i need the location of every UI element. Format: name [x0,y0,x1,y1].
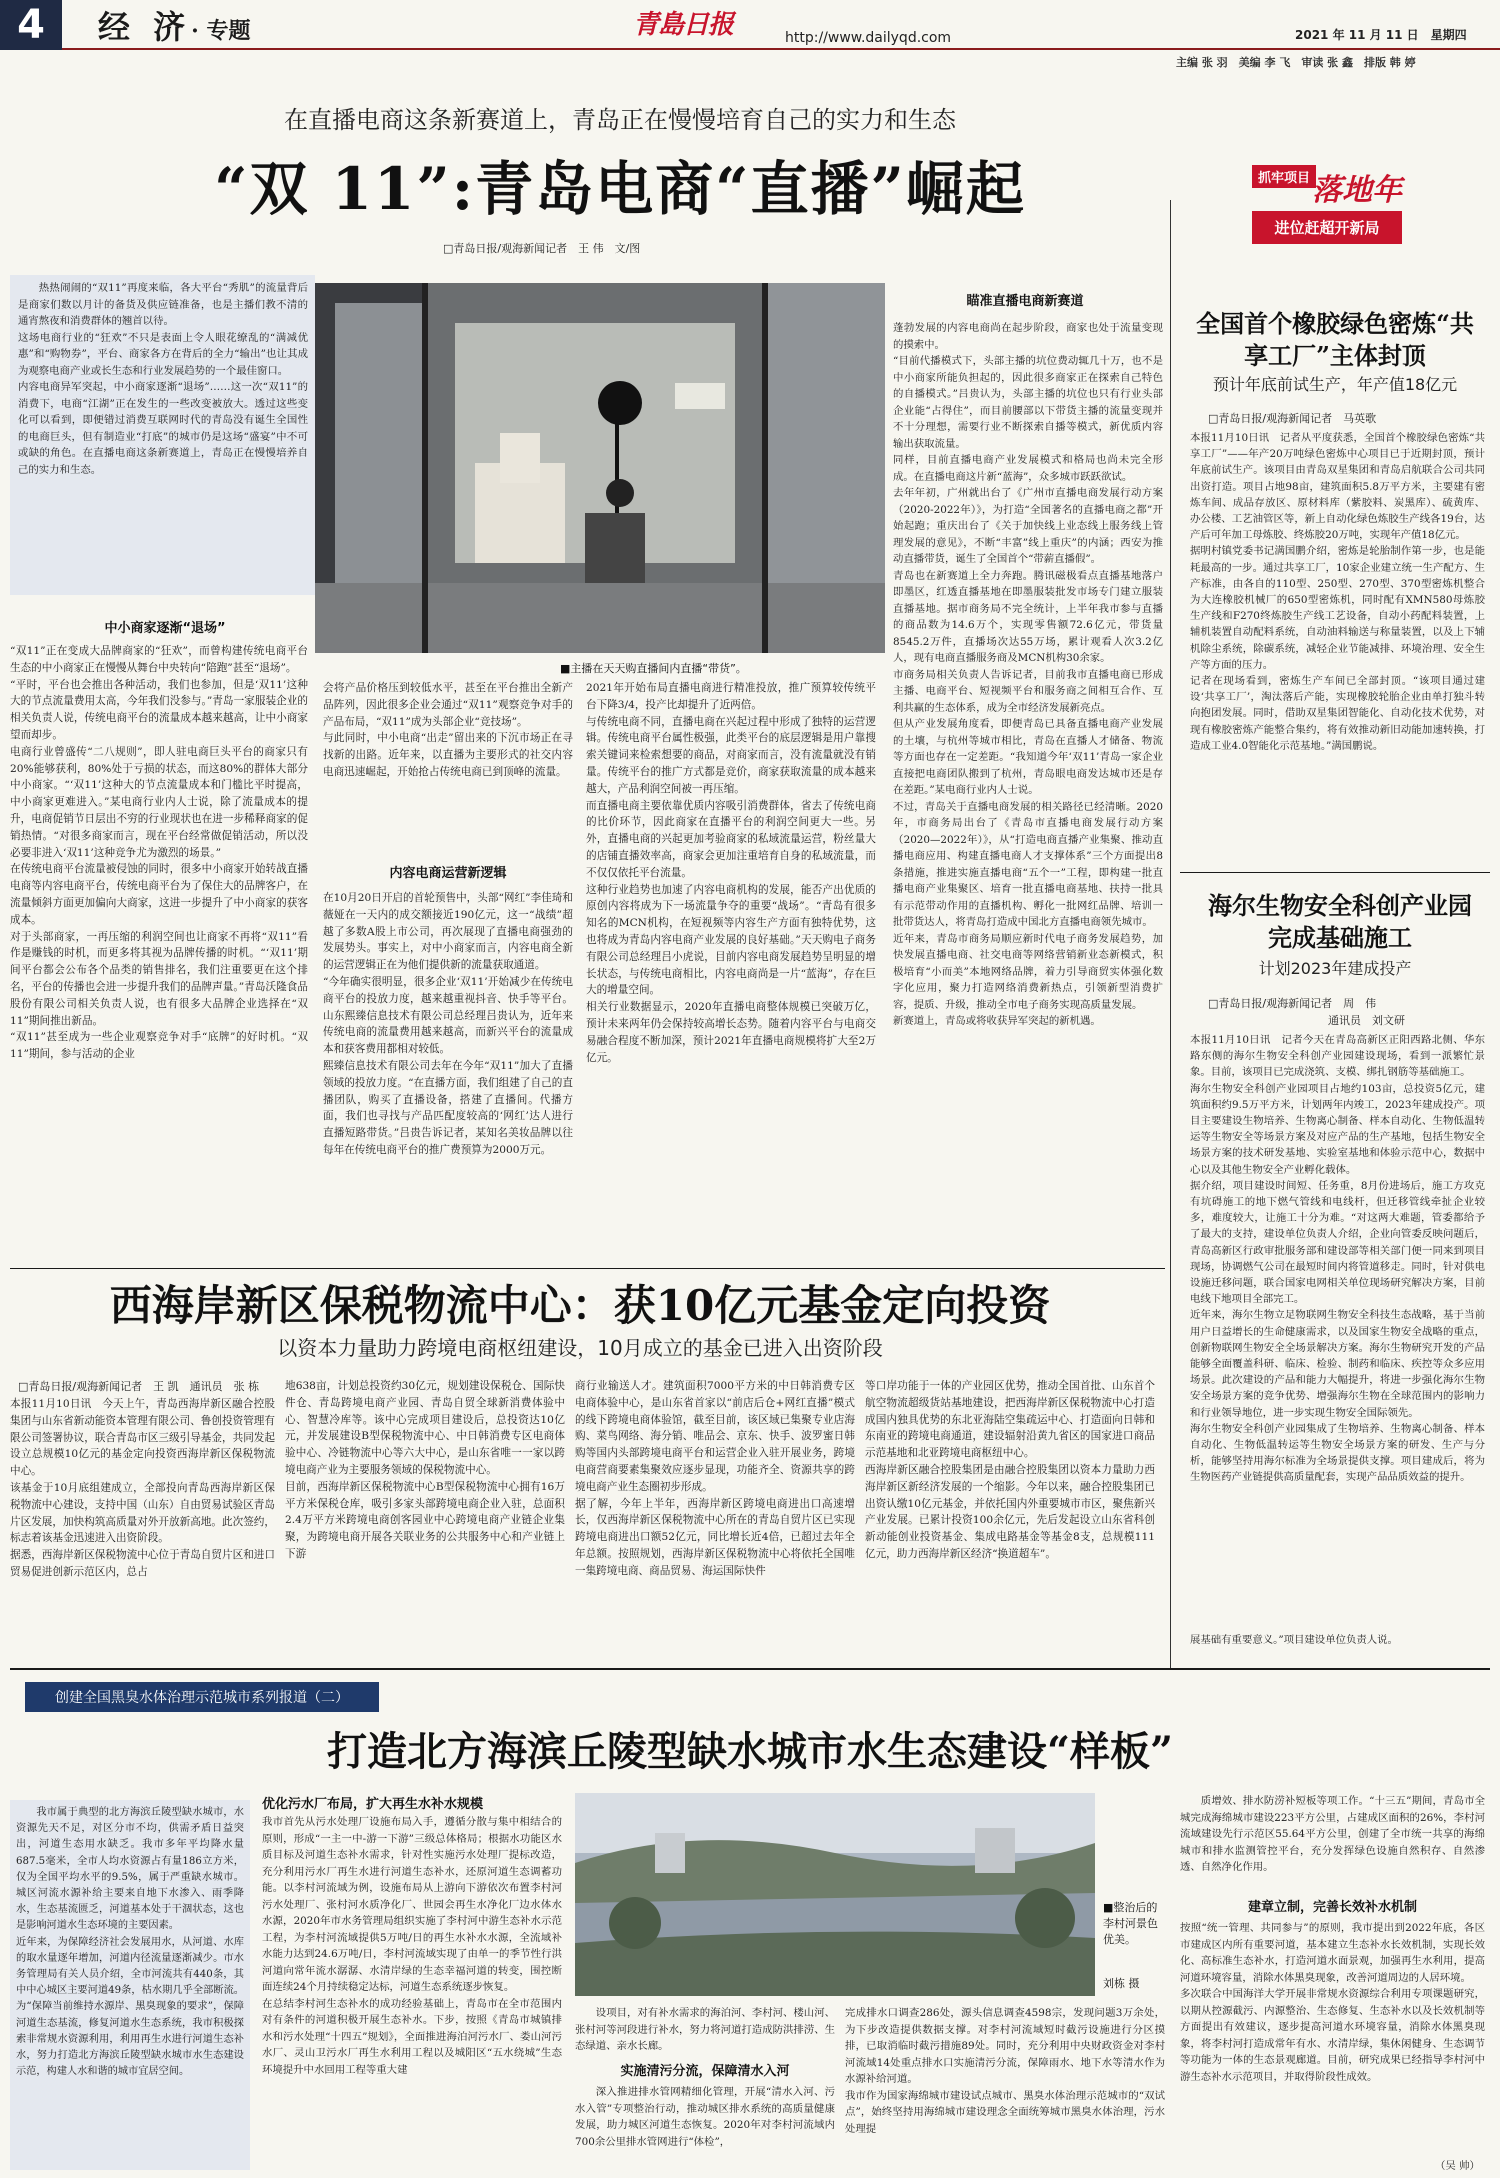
story1-headline: “双 11”:青岛电商“直播”崛起 [214,155,1026,223]
sidebar-article1-byline: □青岛日报/观海新闻记者 马英歌 [1208,412,1377,425]
editor-credits: 主编 张 羽 美编 李 飞 审读 张 鑫 排版 韩 婷 [1176,56,1416,69]
series-banner: 创建全国黑臭水体治理示范城市系列报道（二） [25,1682,379,1712]
story3-photo-caption: ■整治后的李村河景色优美。 [1103,1901,1158,1946]
story1-lead: 热热闹闹的“双11”再度来临，各大平台“秀肌”的流量背后是商家们数以月计的备货及供应链准备，也是主播们教不清的通宵熬夜和消费群体的翘首以待。 这场电商行业的“狂欢”不只是表面上令人眼花缭乱的“满减优惠”和“购物券”，平台、商家各方在背后的全力“输出”也让其成为观察电商产业或长生态和行业发展趋势的一个最佳窗口。 内容电商异军突起，中小商家逐渐“退场”……这一次“双11”的消费下，电商“江湖”正在发生的一些改变被放大。透过这些变化可以看到，即便错过消费互联网时代的青岛没有诞生全国性的电商巨头，但有制造业“打底”的城市仍是这场“盛宴”中不可或缺的角色。在直播电商这条新赛道上，青岛正在慢慢培养自己的实力和生态。 [18,282,308,476]
story2-col4: 等口岸功能于一体的产业园区优势，推动全国首批、山东首个航空物流超级货站基地建设，把西海岸新区保税物流中心打造成国内独具优势的东北亚海陆空集疏运中心、打造面向日韩和东南亚的跨境电商通道，建设辐射沿黄九省区的国家进口商品示范基地和北亚跨境电商枢纽中心。 西海岸新区融合控股集团是由融合控股集团以资本力量助力西海岸新区新经济发展的一个缩影。今年以来，融合控股集团已出资认缴10亿元基金，并依托国内外重要城市市区，聚焦新兴产业发展。已累计投资100余亿元，先后发起设立山东省科创新动能创业投资基金、集成电路基金等基金8支，总规模111亿元，助力西海岸新区经济“换道超车”。 [865,1380,1155,1560]
story2-byline: □青岛日报/观海新闻记者 王 凯 通讯员 张 栋 [18,1380,260,1393]
story3-col3: 设项目，对有补水需求的海泊河、李村河、楼山河、张村河等河段进行补水，努力将河道打造成防洪排涝、生态绿道、亲水长廊。 [575,2007,835,2052]
sidebar-article1-headline: 全国首个橡胶绿色密炼“共享工厂”主体封顶 [1196,309,1474,370]
story1-byline: □青岛日报/观海新闻记者 王 伟 文/图 [443,242,641,255]
masthead-rule [62,48,1500,50]
sidebar-article2-deck: 计划2023年建成投产 [1258,959,1412,978]
story2-headline: 西海岸新区保税物流中心：获10亿元基金定向投资 [109,1281,1051,1330]
newspaper-logo: 青島日报 [633,10,734,40]
story3-col5: 质增效、排水防涝补短板等项工作。“十三五”期间，青岛市全城完成海绵城市建设223平方公里，占建成区面积的26%，李村河流域建设先行示范区55.64平方公里，创建了全市统一共享的海绵城市和排水监测管控平台，充分发挥绿色设施自然积存、自然渗透、自然净化作用。 [1180,1795,1485,1873]
sidebar-article2-byline: □青岛日报/观海新闻记者 周 伟 [1208,997,1377,1010]
story1-subhead-1: 中小商家逐渐“退场” [104,621,226,636]
story1-photo [315,283,885,653]
sidebar-article1-body: 本报11月10日讯 记者从平度获悉，全国首个橡胶绿色密炼“共享工厂”——年产20万吨绿色密炼中心项目已于近期封顶，预计年底前试生产。该项目由青岛双星集团和青岛启航联合公司共同出资打造。项目占地98亩，建筑面积5.8万平方米，主要建有密炼车间、成品存放区、原材料库（紫胶料、炭黑库）、硫黄库、办公楼、工艺油管区等，新上自动化绿色炼胶生产线各19台，达产后可年加工母炼胶、终炼胶20万吨，实现年产值18亿元。 据明村镇党委书记满国鹏介绍，密炼是轮胎制作第一步，也是能耗最高的一步。通过共享工厂，10家企业建立统一生产配方、生产标准，由各自的110型、250型、270型、370型密炼机整合为大连橡胶机械厂的650型密炼机，同时配有XMN580母炼胶生产线和F270终炼胶生产线工艺设备，自动小药配料装置，上辅机装置自动配料系统，自动油料输送与称量装置，以及上下辅机除尘系统，除碳系统，减轻企业节能减排、环境治理、安全生产等方面的压力。 记者在现场看到，密炼生产车间已全部封顶。“该项目通过建设‘共享工厂’，淘汰落后产能，实现橡胶轮胎企业由单打独斗转向抱团发展。同时，借助双星集团智能化、自动化技术优势，对现有橡胶密炼产能整合集约，将有效推动新旧动能加速转换，打造成工业4.0智能化示范基地。”满国鹏说。 [1190,432,1485,752]
story3-col4: 完成排水口调查286处，源头信息调查4598宗，发现问题3万余处，为下步改造提供数据支撑。对李村河流域短时截污设施进行分区摸排，已取消临时截污措施89处。同时，充分利用中央财政资金对李村河流域14处重点排水口实施清污分流，保障雨水、地下水等清水作为水源补给河道。 我市作为国家海绵城市建设试点城市、黑臭水体治理示范城市的“双试点”，始终坚持用海绵城市建设理念全面统筹城市黑臭水体治理，污水处理提 [845,2007,1165,2135]
story1-col3: 2021年开始布局直播电商进行精准投放，推广预算较传统平台下降3/4，投产比却提升了近两倍。 与传统电商不同，直播电商在兴起过程中形成了独特的运营逻辑。传统电商平台属性极强，此类平台的底层逻辑是用户靠搜索关键词来检索想要的商品，对商家而言，没有流量就没有销量。传统平台的推广方式都是竞价，商家获取流量的成本越来越大，产品利润空间被一再压缩。 而直播电商主要依靠优质内容吸引消费群体，省去了传统电商的比价环节，因此商家在直播平台的利润空间更大一些。另外，直播电商的兴起更加考验商家的私域流量运营，粉丝量大的店铺直播效率高，商家会更加注重培育自身的私域流量，而不仅仅依托平台流量。 这种行业趋势也加速了内容电商机构的发展，能否产出优质的原创内容将成为下一场流量争夺的重要“战场”。“青岛有很多知名的MCN机构，在短视频等内容生产方面有独特优势，这也将成为青岛内容电商产业发展的良好基础。”天天购电子商务有限公司总经理吕小虎说，目前内容电商发展趋势呈明显的增长状态，与传统电商相比，内容电商尚是一片“蓝海”，存在巨大的增量空间。 相关行业数据显示，2020年直播电商整体规模已突破万亿，预计未来两年仍会保持较高增长态势。随着内容平台与电商交易融合程度不断加深，预计2021年直播电商规模将扩大至2万亿元。 [586,682,876,1064]
story1-subhead-2: 内容电商运营新逻辑 [389,866,507,881]
sidebar-article2-byline2: 通讯员 刘文研 [1328,1014,1405,1027]
story3-subhead-3: 建章立制，完善长效补水机制 [1247,1900,1417,1915]
story3-top-rule [10,1668,1490,1670]
story1-col2: 会将产品价格压到较低水平，甚至在平台推出全新产品阵列，因此很多企业会通过“双11”观察竞争对手的产品布局，“双11”成为头部企业“竞技场”。 与此同时，中小电商“出走”留出来的下沉市场正在寻找新的出路。近年来，以直播为主要形式的社交内容电商迅速崛起，开始抢占传统电商已到顶峰的流量。 [323,682,573,778]
story3-col5b: 按照“统一管理、共同参与”的原则，我市提出到2022年底，各区市建成区内所有重要河道，基本建立生态补水长效机制，实现长效化、高标准生态补水，打造河道水面景观，加强再生水利用，提高河道环境容量，消除水体黑臭现象，改善河道周边的人居环境。 多次联合中国海洋大学开展非常规水资源综合利用专项课题研究，以期从控源截污、内源整治、生态修复、生态补水以及长效机制等方面提出有效建议，逐步提高河道水环境容量，消除水体黑臭现象，将李村河打造成常年有水、水清岸绿，集休闲健身、生态调节等功能为一体的生态景观廊道。目前，研究成果已经指导李村河中游生态补水示范项目，并取得阶段性成效。 [1180,1922,1485,2083]
sidebar-divider [1170,200,1171,1668]
story1-kicker: 在直播电商这条新赛道上，青岛正在慢慢培育自己的实力和生态 [284,106,956,134]
story3-photo-credit: 刘栋 摄 [1103,1977,1140,1990]
river-landscape-illustration [575,1793,1095,1996]
section-subname: · 专题 [191,18,251,44]
story3-col3b: 深入推进排水管网精细化管理，开展“清水入河、污水入管”专项整治行动，推动城区排水系统的高质量健康发展，助力城区河道生态恢复。2020年对李村河流域内700余公里排水管网进行“体检”， [575,2086,835,2148]
story3-col2: 我市首先从污水处理厂设施布局入手，遵循分散与集中相结合的原则，形成“一主一中-游一下游”三级总体格局；根据水功能区水质目标及河道生态补水需求，针对性实施污水处理厂提标改造，充分利用污水厂再生水进行河道生态补水，还原河道生态调蓄功能。以李村河流域为例，设施布局从上游向下游依次布置李村河污水处理厂、张村河水质净化厂、世园会再生水净化厂边水体水水源，2020年市水务管理局组织实施了李村河中游生态补水示范工程，为李村河流域提供5万吨/日的再生水补水水源，全流域补水能力达到24.6万吨/日，李村河流域实现了由单一的季节性行洪河道向常年流水潺潺、水清岸绿的生态幸福河道的转变，围控断面连续24个月持续稳定达标，河道生态系统逐步恢复。 在总结李村河生态补水的成功经验基础上，青岛市在全市范围内对有条件的河道积极开展生态补水。下步，按照《青岛市城镇排水和污水处理“十四五”规划》，全面推进海泊河污水厂、娄山河污水厂、灵山卫污水厂再生水利用工程以及城阳区“五水绕城”生态环境提升中水回用工程等重大建 [262,1816,562,2076]
sidebar-rule [1180,872,1490,873]
badge-top-label: 抓牢项目 [1252,165,1316,188]
story1-col4: 蓬勃发展的内容电商尚在起步阶段，商家也处于流量变现的摸索中。 “目前代播模式下，头部主播的坑位费动辄几十万，也不是中小商家所能负担起的，因此很多商家正在探索自己特色的自播模式。”吕贵认为，头部主播的坑位也只有行业头部企业能“占得住”，而目前腰部以下带货主播的流量变现并不十分理想，需要行业不断探索自播等模式，新优质内容输出获取流量。 同样，目前直播电商产业发展模式和格局也尚未完全形成。在直播电商这片新“蓝海”，众多城市跃跃欲试。 去年年初，广州就出台了《广州市直播电商发展行动方案（2020-2022年）》，为打造“全国著名的直播电商之都”开始起跑；重庆出台了《关于加快线上业态线上服务线上管理发展的意见》，不断“丰富”线上重庆”的内涵；西安为推动直播带货，诞生了全国首个“带薪直播假”。 青岛也在新赛道上全力奔跑。腾讯磁极看点直播基地落户即墨区，红透直播基地在即墨服装批发市场专门建立服装直播基地。据市商务局不完全统计，上半年我市参与直播的商品数为14.6万个，实现零售额72.6亿元，带货量8545.2万件，直播场次达55万场，累计观看人次3.2亿人，现有电商直播服务商及MCN机构30余家。 市商务局相关负责人告诉记者，目前我市直播电商已形成主播、电商平台、短视频平台和服务商之间相互合作、互利共赢的生态体系，成为全市经济发展新亮点。 但从产业发展角度看，即便青岛已具备直播电商产业发展的土壤，与杭州等城市相比，青岛在直播人才储备、物流等方面也存在一定差距。“我知道今年‘双11’青岛一家企业直接把电商团队搬到了杭州，青岛眼电商发达城市还是存在差距。”某电商行业内人士说。 不过，青岛关于直播电商发展的相关路径已经清晰。2020年，市商务局出台了《青岛市直播电商发展行动方案（2020—2022年）》，从“打造电商直播产业集聚、推动直播电商应用、构建直播电商人才支撑体系”三个方面提出8条措施，推进实施直播电商“五个一”工程，即构建一批直播电商产业集聚区、培育一批直播电商基地、扶持一批具有示范带动作用的直播机构、孵化一批网红品牌、培训一批带货达人，将青岛打造成中国北方直播电商领先城市。 近年来，青岛市商务局顺应新时代电子商务发展趋势，加快发展直播电商、社交电商等网络营销新业态新模式，积极培育“小而美”本地网络品牌，着力引导商贸实体强化数字化应用，聚力打造网络消费新热点，引领新型消费扩容，提质、升级，推动全市电子商务实现高质量发展。 新赛道上，青岛或将收获异军突起的新机遇。 [893,322,1163,1027]
story1-col2b: 在10月20日开启的首轮预售中，头部“网红”李佳琦和薇娅在一天内的成交额接近190亿元，这一“战绩”超越了多数A股上市公司，再次展现了直播电商强劲的发展势头。事实上，对中小商家而言，内容电商全新的运营逻辑正在为他们提供新的流量获取通道。 “今年确实很明显，很多企业‘双11’开始减少在传统电商平台的投放力度，越来越重视抖音、快手等平台。山东熙臻信息技术有限公司总经理吕贵认为，近年来传统电商的流量费用越来越高，而新兴平台的流量成本和获客费用都相对较低。 熙臻信息技术有限公司去年在今年“双11”加大了直播领域的投放力度。“在直播方面，我们组建了自己的直播团队，购买了直播设备，搭建了直播间。代播方面，我们也寻找与产品匹配度较高的‘网红’达人进行直播短路带货。”吕贵告诉记者，某知名美妆品牌以往每年在传统电商平台的推广费预算为2000万元。 [323,892,573,1156]
project-badge [1252,165,1402,255]
livestream-studio-illustration [315,283,885,653]
story3-photo [575,1793,1095,1996]
story3-author: （吴 帅） [1435,2160,1480,2172]
story2-col3: 商行业输送人才。建筑面积7000平方米的中日韩消费专区电商体验中心，是山东省首家以“前店后仓+网红直播”模式的线下跨境电商体验馆，截至目前，该区域已集聚专业店海购、菜鸟网络、海分销、唯品会、京东、快手、波罗蜜日韩购等国内头部跨境电商平台和运营企业入驻开展业务，跨境电商营商要素集聚效应逐步显现，功能齐全、资源共享的跨境电商产业生态圈初步形成。 据了解，今年上半年，西海岸新区跨境电商进出口高速增长，仅西海岸新区保税物流中心所在的青岛自贸片区已实现跨境电商进出口额52亿元，同比增长近4倍，已超过去年全年总额。按照规划，西海岸新区保税物流中心将依托全国唯一集跨境电商、商品贸易、海运国际快件 [575,1380,855,1577]
website-url[interactable]: http://www.dailyqd.com [785,30,952,46]
story2-col2: 地638亩，计划总投资约30亿元，规划建设保税仓、国际快件仓、青岛跨境电商产业园、青岛自贸全球新消费体验中心、智慧冷库等。该中心完成项目建设后，总投资达10亿元，并发展建设B型保税物流中心、中日韩消费专区电商体验中心、冷链物流中心等六大中心，是山东省唯一一家以跨境电商产业为主要服务领域的保税物流中心。 目前，西海岸新区保税物流中心B型保税物流中心拥有16万平方米保税仓库，吸引多家头部跨境电商企业入驻，总面积2.4万平方米跨境电商创客园业中心跨境电商产业链企业集聚，为跨境电商开展各关联业务的公共服务中心和产业链上下游 [285,1380,565,1560]
sidebar-article2-body: 本报11月10日讯 记者今天在青岛高新区正阳西路北侧、华东路东侧的海尔生物安全科创产业园建设现场，看到一派繁忙景象。目前，该项目已完成浇筑、支模、绑扎钢筋等基础施工。 海尔生物安全科创产业园项目占地约103亩，总投资5亿元，建筑面积约9.5万平方米，计划两年内竣工，2023年建成投产。项目主要建设生物培养、生物离心制备、样本自动化、生物低温转运等生物安全等场景方案及对应产品的生产基地，包括生物安全场景方案的技术研发基地、实验室基地和体验示范中心，数据中心以及其他生物安全产业孵化载体。 据介绍，项目建设时间短、任务重，8月份进场后，施工方攻克有坑碍施工的地下燃气管线和电线杆，但迁移管线牵扯企业较多，难度较大，让施工十分为难。“对这两大难题，管委都给予了最大的支持，建设单位负责人介绍，企业向管委反映问题后，青岛高新区行政审批服务部和建设部等相关部门便一同来到项目现场，协调燃气公司在最短时间内将管道移走。同时，针对供电设施迁移问题，联合国家电网相关单位现场研究解决方案，目前电线下地项目全部完工。 近年来，海尔生物立足物联网生物安全科技生态战略，基于当前用户日益增长的生命健康需求，以及国家生物安全战略的重点，创新物联网生物安全全场景解决方案。海尔生物研究开发的产品能够全面覆盖科研、临床、检验、制药和临床、疾控等众多应用场景。此次建设的产品和能力大幅提升，将进一步强化海尔生物安全场景方案的竞争优势、增强海尔生物在全球范围内的影响力和行业领导地位，进一步实现生物安全国际领先。 海尔生物安全科创产业园集成了生物培养、生物离心制备、样本自动化、生物低温转运等生物安全场景方案的研发、生产与分析，能够坚持用海尔标准为全场景提供支撑。项目建成后，将为生物医药产业链提供高质量配套，实现产品品质效益的提升。 [1190,1034,1485,1484]
story3-subhead-2: 实施清污分流，保障清水入河 [620,2064,790,2079]
story3-headline: 打造北方海滨丘陵型缺水城市水生态建设“样板” [326,1728,1173,1775]
section-name: 经 济 [98,8,192,46]
story2-col1: 本报11月10日讯 今天上午，青岛西海岸新区融合控股集团与山东省新动能资本管理有限公司、鲁创投资管理有限公司签署协议，联合青岛市区三级引导基金，共同发起设立总规模10亿元的基金定向投资西海岸新区保税物流中心。 该基金于10月底组建成立，全部投向青岛西海岸新区保税物流中心建设，支持中国（山东）自由贸易试验区青岛片区发展，加快构筑高质量对外开放新高地。此次签约，标志着该基金迅速进入出资阶段。 据悉，西海岸新区保税物流中心位于青岛自贸片区和进口贸易促进创新示范区内，总占 [10,1398,275,1578]
section-title [98,2,250,48]
page-number: 4 [17,2,45,48]
story3-subhead-1: 优化污水厂布局，扩大再生水补水规模 [262,1797,484,1812]
story1-photo-caption: ■主播在天天购直播间内直播“带货”。 [560,662,747,675]
sidebar-article1-deck: 预计年底前试生产，年产值18亿元 [1212,375,1458,394]
story1-subhead-3: 瞄准直播电商新赛道 [966,294,1084,309]
sidebar-article2-body-end: 展基础有重要意义。”项目建设单位负责人说。 [1190,1634,1398,1646]
issue-date: 2021 年 11 月 11 日 星期四 [1295,28,1467,42]
sidebar-article2-headline: 海尔生物安全科创产业园完成基础施工 [1208,891,1472,952]
badge-sub-label: 进位赶超开新局 [1252,211,1402,244]
story3-lead: 我市属于典型的北方海滨丘陵型缺水城市，水资源先天不足，对区分市不均，供需矛盾日益突出，河道生态用水缺乏。我市多年平均降水量687.5毫米，全市人均水资源占有量186立方米，仅为全国平均水平的9.5%，属于严重缺水城市。城区河流水源补给主要来自地下水渗入、雨季降水，生态基流匮乏，河道基本处于干涸状态，这也是影响河道水生态环境的主要因素。 近年来，为保障经济社会发展用水，从河道、水库的取水量逐年增加，河道内径流量逐渐减少。市水务管理局有关人员介绍，全市河流共有440条，其中中心城区主要河道49条，枯水期几乎全部断流。为“保障当前维持水源岸、黑臭现象的要求”，保障河道生态基流，修复河道水生态系统，我市积极探索非常规水资源利用，利用再生水进行河道生态补水，努力打造北方海滨丘陵型缺水城市水生态建设示范，构建人水和谐的城市宜居空间。 [16,1807,244,2078]
story2-deck: 以资本力量助力跨境电商枢纽建设，10月成立的基金已进入出资阶段 [277,1336,883,1360]
story2-top-rule [10,1268,1165,1269]
story1-col1: “双11”正在变成大品牌商家的“狂欢”，而曾构建传统电商平台生态的中小商家正在慢慢从舞台中央转向“陪跑”甚至“退场”。 “平时，平台也会推出各种活动，我们也参加，但是‘双11’这种大的节点流量费用太高，今年我们没参与。”青岛一家服装企业的相关负责人说，传统电商平台的流量成本越来越高，让中小商家望而却步。 电商行业曾盛传“二八规则”，即人驻电商巨头平台的商家只有20%能够获利，80%处于亏损的状态，而这80%的群体大部分中小商家。“‘双11’这种大的节点流量成本和门槛比平时提高，中小商家更难进入。”某电商行业内人士说，除了流量成本的提升，电商促销节日层出不穷的行业现状也在进一步稀释商家的促销热情。“对很多商家而言，现在平台经常做促销活动，所以没必要非进入‘双11’这种竞争尤为激烈的场景。” 在传统电商平台流量被侵蚀的同时，很多中小商家开始转战直播电商等内容电商平台，传统电商平台为了保住大的品牌客户，在流量倾斜方面更加偏向大商家，这进一步提升了中小商家的获客成本。 对于头部商家，一再压缩的利润空间也让商家不再将“双11”看作是赚钱的时机，而更多将其视为品牌传播的时机。“‘双11’期间平台都会公布各个品类的销售排名，我们注重要更在这个排名，平台的传播也会进一步提升我们的品牌声量。”青岛沃隆食品股份有限公司相关负责人说，也有很多大品牌企业选择在“双11”期间推出新品。 “双11”甚至成为一些企业观察竞争对手“底牌”的好时机。“双11”期间，参与活动的企业 [10,645,308,1061]
badge-main-label: 落地年 [1312,173,1402,208]
